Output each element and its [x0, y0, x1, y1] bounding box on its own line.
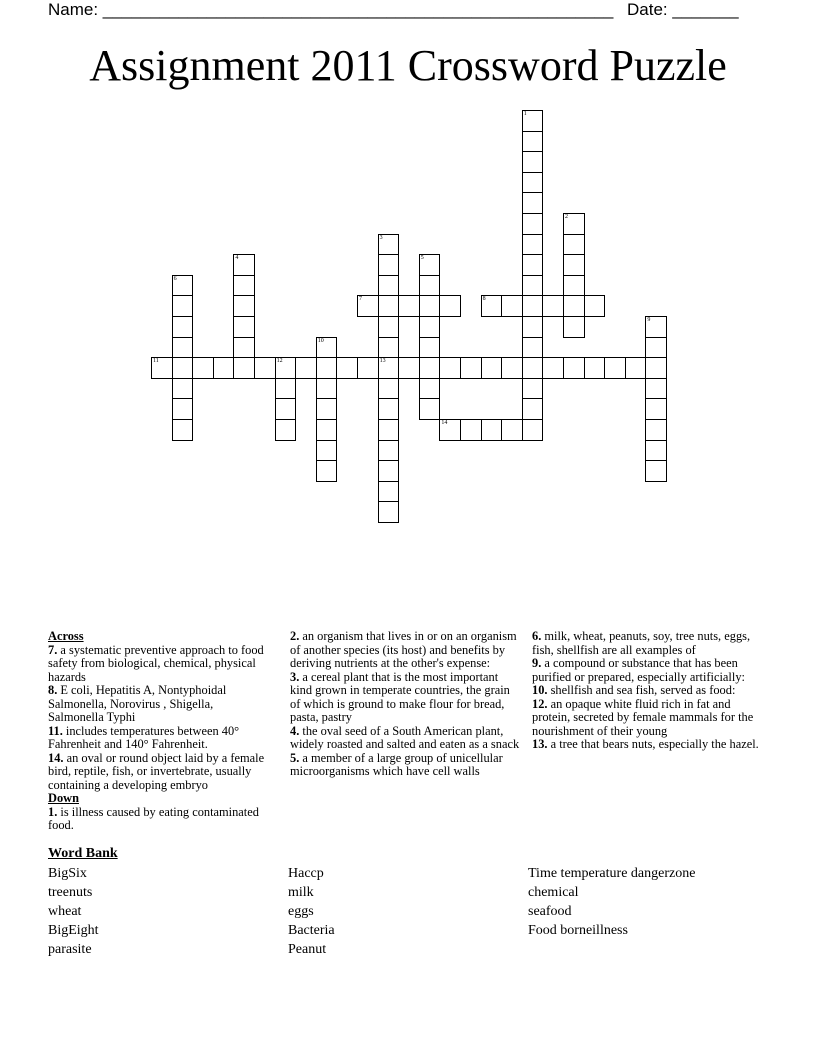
- crossword-cell[interactable]: [357, 357, 379, 379]
- crossword-cell[interactable]: [501, 357, 523, 379]
- crossword-cell[interactable]: [316, 440, 338, 462]
- crossword-cell[interactable]: [419, 378, 441, 400]
- crossword-cell[interactable]: [316, 357, 338, 379]
- crossword-cell[interactable]: [481, 419, 503, 441]
- crossword-cell[interactable]: [172, 378, 194, 400]
- crossword-cell[interactable]: [522, 378, 544, 400]
- clue-down-1: 1. is illness caused by eating contaminated food.: [48, 804, 259, 832]
- clue-down-2: 2. an organism that lives in or on an organism of another species (its host) and benefits by deriving nutrients at the other's expense:: [290, 629, 517, 670]
- crossword-cell[interactable]: [419, 357, 441, 379]
- crossword-cell[interactable]: [295, 357, 317, 379]
- clues-column-3: [532, 630, 760, 752]
- crossword-cell[interactable]: [172, 398, 194, 420]
- word-bank-item: parasite: [48, 942, 92, 957]
- crossword-cell[interactable]: [213, 357, 235, 379]
- cell-number: 6: [173, 275, 177, 282]
- clue-down-12: 12. an opaque white fluid rich in fat and protein, secreted by female mammals for the nourishment of their young: [532, 696, 754, 738]
- word-bank-column-3: [528, 864, 695, 940]
- crossword-cell[interactable]: [645, 337, 667, 359]
- crossword-cell[interactable]: [460, 357, 482, 379]
- crossword-cell[interactable]: [357, 295, 379, 317]
- crossword-cell[interactable]: [522, 234, 544, 256]
- crossword-cell[interactable]: [275, 398, 297, 420]
- crossword-cell[interactable]: [439, 357, 461, 379]
- crossword-cell[interactable]: [192, 357, 214, 379]
- crossword-cell[interactable]: [563, 254, 585, 276]
- word-bank-item: milk: [288, 885, 314, 900]
- word-bank-item: Food borneillness: [528, 923, 628, 938]
- crossword-cell[interactable]: [378, 501, 400, 523]
- word-bank-item: Bacteria: [288, 923, 335, 938]
- crossword-cell[interactable]: [501, 419, 523, 441]
- cell-number: 9: [647, 317, 651, 323]
- crossword-cell[interactable]: [645, 460, 667, 482]
- crossword-cell[interactable]: [542, 295, 564, 317]
- word-bank-column-2: [288, 864, 335, 959]
- crossword-cell[interactable]: [645, 316, 667, 338]
- crossword-cell[interactable]: [645, 357, 667, 379]
- name-field-label: Name: ______________________________________________________: [48, 0, 614, 19]
- crossword-cell[interactable]: [398, 357, 420, 379]
- cell-number: 5: [420, 255, 424, 262]
- cell-number: 14: [441, 420, 448, 426]
- crossword-cell[interactable]: [378, 316, 400, 338]
- crossword-cell[interactable]: [481, 357, 503, 379]
- down-heading: Down: [48, 791, 79, 805]
- clue-across-7: 7. a systematic preventive approach to food safety from biological, chemical, physical hazards: [48, 642, 264, 684]
- date-field-label: Date: _______: [627, 0, 739, 19]
- crossword-cell[interactable]: [522, 337, 544, 359]
- crossword-cell[interactable]: [378, 481, 400, 503]
- word-bank-heading: Word Bank: [48, 846, 118, 861]
- crossword-cell[interactable]: [439, 419, 461, 441]
- clue-across-14: 14. an oval or round object laid by a female bird, reptile, fish, or invertebrate, usually containing a developing embryo: [48, 750, 265, 792]
- cell-number: 13: [379, 358, 386, 365]
- word-bank-item: chemical: [528, 885, 579, 900]
- clues-column-2: [290, 630, 522, 779]
- crossword-cell[interactable]: [378, 357, 400, 379]
- clue-down-5: 5. a member of a large group of unicellular microorganisms which have cell walls: [290, 750, 503, 778]
- crossword-cell[interactable]: [563, 316, 585, 338]
- crossword-cell[interactable]: [233, 357, 255, 379]
- crossword-cell[interactable]: [563, 234, 585, 256]
- crossword-cell[interactable]: [378, 378, 400, 400]
- crossword-cell[interactable]: [419, 254, 441, 276]
- clue-down-10: 10. shellfish and sea fish, served as food:: [532, 683, 736, 697]
- crossword-cell[interactable]: [522, 213, 544, 235]
- crossword-cell[interactable]: [419, 398, 441, 420]
- crossword-cell[interactable]: [172, 316, 194, 338]
- crossword-cell[interactable]: [172, 357, 194, 379]
- word-bank-item: seafood: [528, 904, 572, 919]
- crossword-cell[interactable]: [316, 337, 338, 359]
- crossword-cell[interactable]: [275, 378, 297, 400]
- crossword-cell[interactable]: [563, 275, 585, 297]
- crossword-cell[interactable]: [522, 110, 544, 132]
- crossword-cell[interactable]: [501, 295, 523, 317]
- crossword-cell[interactable]: [233, 254, 255, 276]
- crossword-cell[interactable]: [645, 419, 667, 441]
- crossword-cell[interactable]: [522, 151, 544, 173]
- crossword-cell[interactable]: [522, 316, 544, 338]
- crossword-cell[interactable]: [563, 213, 585, 235]
- across-heading: Across: [48, 629, 84, 643]
- crossword-cell[interactable]: [233, 275, 255, 297]
- word-bank-item: Time temperature dangerzone: [528, 866, 696, 881]
- crossword-cell[interactable]: [275, 419, 297, 441]
- crossword-cell[interactable]: [522, 172, 544, 194]
- crossword-cell[interactable]: [584, 295, 606, 317]
- crossword-cell[interactable]: [522, 275, 544, 297]
- crossword-cell[interactable]: [419, 316, 441, 338]
- crossword-cell[interactable]: [522, 254, 544, 276]
- clue-down-13: 13. a tree that bears nuts, especially the hazel.: [532, 737, 759, 751]
- crossword-cell[interactable]: [419, 295, 441, 317]
- crossword-cell[interactable]: [645, 440, 667, 462]
- clue-across-8: 8. E coli, Hepatitis A, Nontyphoidal Salmonella, Norovirus , Shigella, Salmonella Typhi: [48, 683, 227, 724]
- crossword-cell[interactable]: [378, 460, 400, 482]
- clue-across-11: 11. includes temperatures between 40° Fahrenheit and 140° Fahrenheit.: [48, 723, 240, 751]
- crossword-cell[interactable]: [316, 398, 338, 420]
- crossword-cell[interactable]: [522, 295, 544, 317]
- crossword-cell[interactable]: [233, 295, 255, 317]
- crossword-cell[interactable]: [378, 337, 400, 359]
- cell-number: 11: [153, 358, 159, 365]
- crossword-cell[interactable]: [336, 357, 358, 379]
- cell-number: 10: [317, 337, 324, 344]
- crossword-cell[interactable]: [460, 419, 482, 441]
- word-bank-item: wheat: [48, 904, 82, 919]
- crossword-cell[interactable]: [522, 131, 544, 153]
- crossword-cell[interactable]: [233, 337, 255, 359]
- crossword-cell[interactable]: [316, 378, 338, 400]
- clue-down-6: 6. milk, wheat, peanuts, soy, tree nuts, eggs, fish, shellfish are all examples of: [532, 629, 751, 657]
- crossword-cell[interactable]: [254, 357, 276, 379]
- crossword-cell[interactable]: [522, 192, 544, 214]
- crossword-cell[interactable]: [522, 398, 544, 420]
- clues-column-1: [48, 630, 270, 833]
- crossword-cell[interactable]: [275, 357, 297, 379]
- page-title: Assignment 2011 Crossword Puzzle: [89, 41, 727, 90]
- cell-number: 1: [523, 111, 527, 117]
- cell-number: 8: [482, 296, 486, 303]
- word-bank-item: treenuts: [48, 885, 93, 900]
- word-bank-item: BigEight: [48, 923, 99, 938]
- crossword-cell[interactable]: [563, 295, 585, 317]
- crossword-cell[interactable]: [316, 460, 338, 482]
- crossword-cell[interactable]: [172, 275, 194, 297]
- clue-down-3: 3. a cereal plant that is the most important kind grown in temperate countries, the grain of which is ground to make flour for bread, pasta, pastry: [290, 669, 510, 724]
- crossword-cell[interactable]: [172, 295, 194, 317]
- cell-number: 3: [379, 234, 383, 241]
- crossword-cell[interactable]: [645, 398, 667, 420]
- crossword-cell[interactable]: [378, 440, 400, 462]
- crossword-cell[interactable]: [439, 295, 461, 317]
- crossword-cell[interactable]: [419, 337, 441, 359]
- crossword-cell[interactable]: [378, 254, 400, 276]
- cell-number: 4: [235, 255, 239, 262]
- cell-number: 12: [276, 358, 283, 365]
- crossword-cell[interactable]: [233, 316, 255, 338]
- crossword-cell[interactable]: [398, 295, 420, 317]
- crossword-cell[interactable]: [645, 378, 667, 400]
- crossword-cell[interactable]: [172, 337, 194, 359]
- clue-down-9: 9. a compound or substance that has been purified or prepared, especially artificially:: [532, 656, 745, 684]
- crossword-cell[interactable]: [625, 357, 647, 379]
- word-bank-item: eggs: [288, 904, 314, 919]
- crossword-cell[interactable]: [378, 234, 400, 256]
- crossword-cell[interactable]: [378, 419, 400, 441]
- crossword-cell[interactable]: [522, 357, 544, 379]
- word-bank-column-1: [48, 864, 99, 959]
- crossword-cell[interactable]: [419, 275, 441, 297]
- clue-down-4: 4. the oval seed of a South American plant, widely roasted and salted and eaten as a snack: [290, 723, 520, 751]
- crossword-cell[interactable]: [604, 357, 626, 379]
- word-bank-item: Haccp: [288, 866, 324, 881]
- crossword-cell[interactable]: [316, 419, 338, 441]
- crossword-cell[interactable]: [563, 357, 585, 379]
- word-bank-item: Peanut: [288, 942, 327, 957]
- crossword-cell[interactable]: [378, 398, 400, 420]
- crossword-cell[interactable]: [378, 295, 400, 317]
- crossword-cell[interactable]: [542, 357, 564, 379]
- cell-number: 7: [359, 296, 362, 303]
- crossword-cell[interactable]: [584, 357, 606, 379]
- cell-number: 2: [565, 214, 568, 220]
- crossword-cell[interactable]: [378, 275, 400, 297]
- crossword-cell[interactable]: [151, 357, 173, 379]
- crossword-cell[interactable]: [481, 295, 503, 317]
- crossword-cell[interactable]: [522, 419, 544, 441]
- word-bank-item: BigSix: [48, 866, 87, 881]
- crossword-cell[interactable]: [172, 419, 194, 441]
